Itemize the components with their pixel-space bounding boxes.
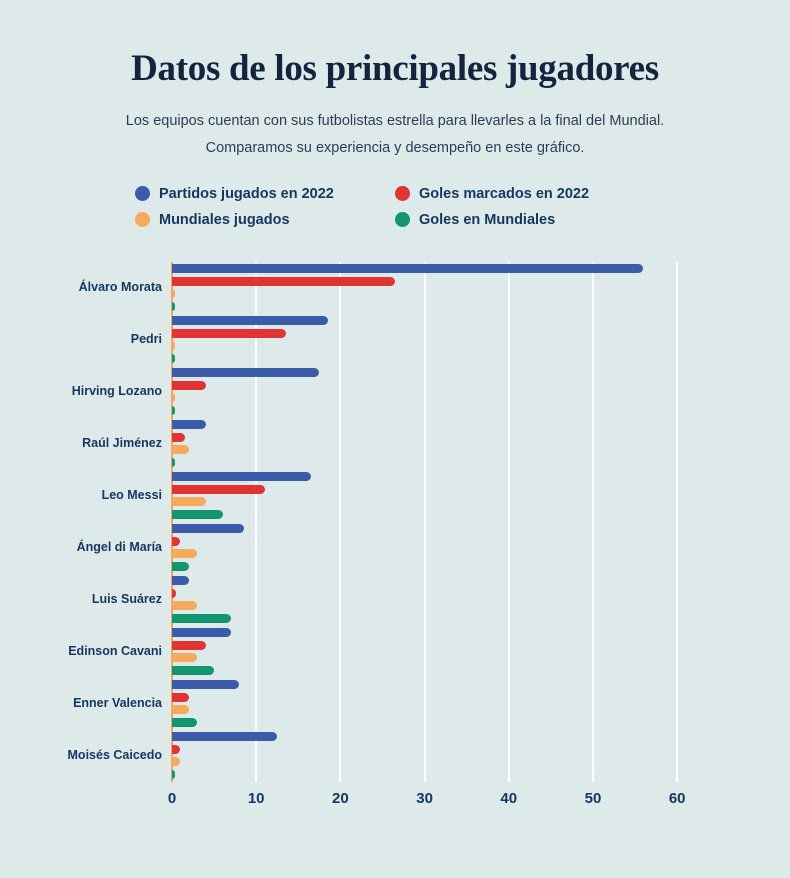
bar[interactable]	[172, 601, 197, 610]
category-label: Luis Suárez	[91, 591, 162, 606]
bar[interactable]	[172, 510, 223, 519]
page-subtitle: Los equipos cuentan con sus futbolistas estrella para llevarles a la final del Mundial. Comparamos su experiencia y desempeño en este gráfico.	[125, 113, 665, 156]
bar[interactable]	[172, 732, 277, 741]
bar[interactable]	[172, 745, 180, 754]
bar[interactable]	[172, 316, 328, 325]
bar[interactable]	[172, 497, 206, 506]
bar[interactable]	[172, 562, 189, 571]
bar[interactable]	[172, 757, 180, 766]
bar[interactable]	[172, 302, 175, 311]
bar[interactable]	[172, 549, 197, 558]
bar[interactable]	[172, 718, 197, 727]
bar[interactable]	[172, 354, 175, 363]
x-tick-label: 0	[167, 789, 177, 807]
bar[interactable]	[172, 420, 206, 429]
bar[interactable]	[172, 329, 286, 338]
bar[interactable]	[172, 433, 185, 442]
bar-group	[130, 314, 694, 366]
chart-legend	[135, 186, 655, 238]
bar[interactable]	[172, 445, 189, 454]
x-tick-label: 10	[247, 789, 265, 807]
legend-label-goles-2022: Goles marcados en 2022	[419, 185, 590, 202]
bar-group	[67, 730, 694, 782]
bar-group	[101, 470, 694, 522]
legend-item-partidos[interactable]	[135, 186, 395, 202]
bar[interactable]	[172, 641, 206, 650]
legend-dot-mundiales	[135, 212, 150, 227]
bar[interactable]	[172, 341, 175, 350]
bar[interactable]	[172, 653, 197, 662]
plot-area	[67, 262, 694, 807]
bar-chart	[0, 252, 790, 812]
x-tick-label: 20	[332, 789, 349, 807]
bar-group	[91, 574, 694, 626]
bar[interactable]	[172, 589, 176, 598]
bar[interactable]	[172, 368, 319, 377]
x-tick-label: 30	[416, 789, 433, 807]
bar[interactable]	[172, 693, 189, 702]
bar-group	[76, 522, 694, 574]
bar[interactable]	[172, 576, 189, 585]
legend-label-mundiales: Mundiales jugados	[159, 211, 290, 228]
category-label: Edinson Cavani	[68, 643, 162, 658]
legend-item-goles-mundiales[interactable]	[395, 212, 655, 228]
category-label: Raúl Jiménez	[82, 435, 162, 450]
bar[interactable]	[172, 770, 175, 779]
page-title: Datos de los principales jugadores	[131, 48, 659, 89]
bar[interactable]	[172, 264, 643, 273]
bar-group	[73, 678, 694, 730]
bar[interactable]	[172, 614, 231, 623]
legend-item-mundiales[interactable]	[135, 212, 395, 228]
bar[interactable]	[172, 485, 265, 494]
bar[interactable]	[172, 406, 175, 415]
x-tick-label: 40	[500, 789, 518, 807]
legend-dot-goles-mundiales	[395, 212, 410, 227]
legend-item-goles-2022[interactable]	[395, 186, 655, 202]
category-label: Álvaro Morata	[78, 279, 162, 294]
bar[interactable]	[172, 472, 311, 481]
bar[interactable]	[172, 381, 206, 390]
category-label: Moisés Caicedo	[67, 747, 162, 762]
x-tick-label: 50	[584, 789, 602, 807]
x-tick-label: 60	[668, 789, 686, 807]
category-label: Ángel di María	[76, 539, 162, 554]
bar[interactable]	[172, 393, 175, 402]
bar[interactable]	[172, 705, 189, 714]
category-label: Leo Messi	[101, 487, 162, 502]
legend-label-goles-mundiales: Goles en Mundiales	[419, 211, 556, 228]
bar[interactable]	[172, 628, 231, 637]
bar-group	[82, 418, 694, 470]
category-label: Enner Valencia	[73, 695, 162, 710]
legend-label-partidos: Partidos jugados en 2022	[159, 185, 334, 202]
bar-group	[71, 366, 694, 418]
bar[interactable]	[172, 680, 239, 689]
bar[interactable]	[172, 277, 395, 286]
bar[interactable]	[172, 524, 244, 533]
bar[interactable]	[172, 537, 180, 546]
bar-group	[78, 262, 694, 314]
legend-dot-goles-2022	[395, 186, 410, 201]
category-label: Pedri	[130, 331, 162, 346]
category-label: Hirving Lozano	[71, 383, 162, 398]
bar[interactable]	[172, 666, 214, 675]
legend-dot-partidos	[135, 186, 150, 201]
bar-group	[68, 626, 694, 678]
bar[interactable]	[172, 289, 175, 298]
bar[interactable]	[172, 458, 175, 467]
